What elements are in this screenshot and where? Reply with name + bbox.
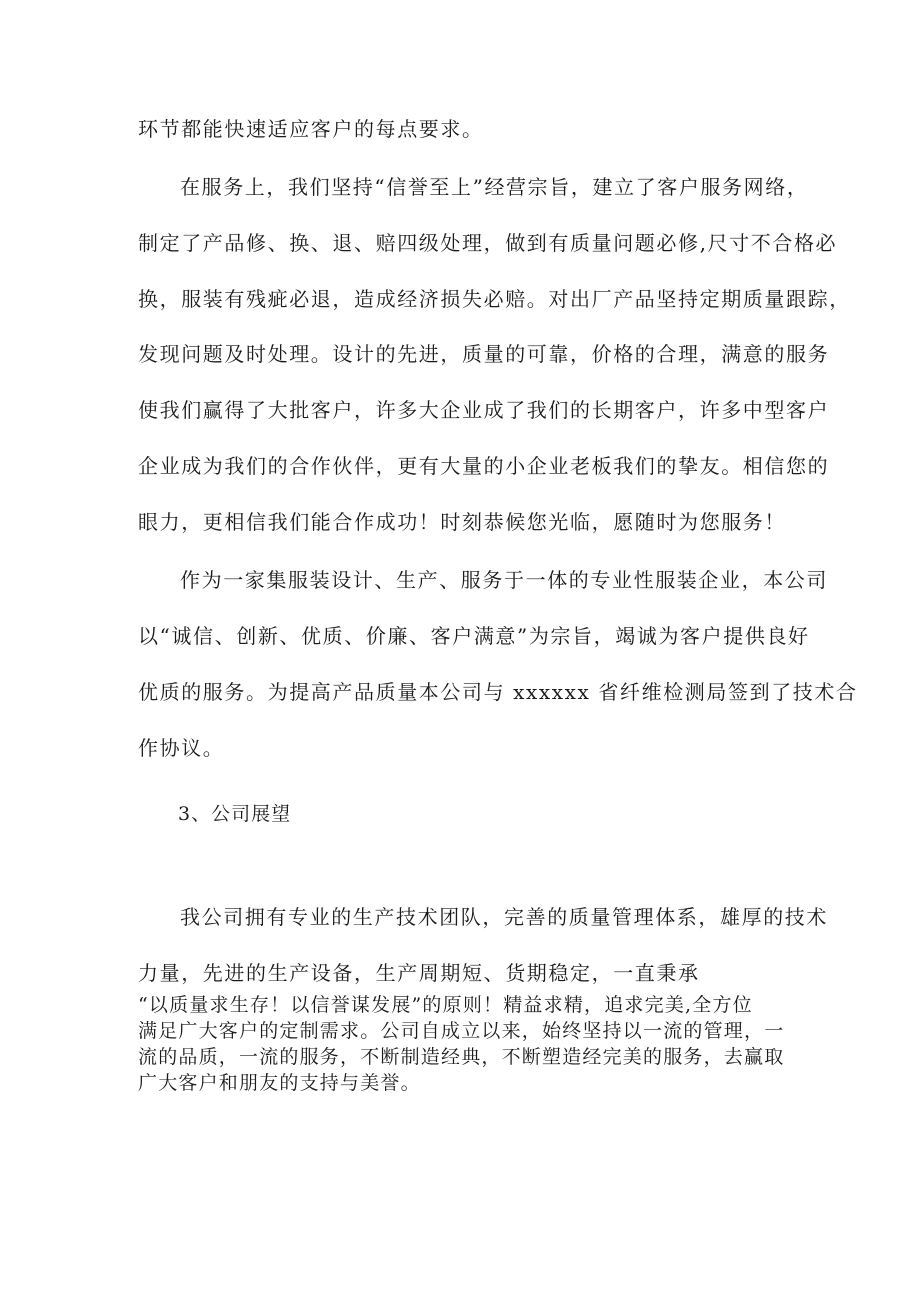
paragraph-3-line-2: 以“诚信、创新、优质、价廉、客户满意”为宗旨，竭诚为客户提供良好 (138, 624, 810, 648)
paragraph-3-line-4: 作协议。 (138, 736, 225, 760)
paragraph-2-line-5: 使我们赢得了大批客户，许多大企业成了我们的长期客户，许多中型客户 (138, 398, 830, 422)
paragraph-4-line-5: 流的品质，一流的服务，不断制造经典，不断塑造经完美的服务，去赢取 (138, 1046, 785, 1068)
section-heading: 3、公司展望 (178, 803, 292, 825)
paragraph-2-line-4: 发现问题及时处理。设计的先进，质量的可靠，价格的合理，满意的服务 (138, 342, 830, 366)
paragraph-4-line-1: 我公司拥有专业的生产技术团队，完善的质量管理体系，雄厚的技术 (180, 905, 828, 929)
paragraph-2-line-7: 眼力，更相信我们能合作成功！时刻恭候您光临，愿随时为您服务！ (138, 510, 786, 534)
paragraph-4-line-2: 力量，先进的生产设备，生产周期短、货期稳定，一直秉承 (138, 961, 700, 985)
paragraph-2-line-2: 制定了产品修、换、退、赔四级处理，做到有质量问题必修,尺寸不合格必 (138, 231, 838, 255)
paragraph-2-line-3: 换，服装有残疵必退，造成经济损失必赔。对出厂产品坚持定期质量跟踪， (138, 287, 851, 311)
paragraph-2-line-1: 在服务上，我们坚持“信誉至上”经营宗旨，建立了客户服务网络， (180, 175, 809, 199)
paragraph-4-line-4: 满足广大客户的定制需求。公司自成立以来，始终坚持以一流的管理，一 (138, 1020, 785, 1042)
paragraph-2-line-6: 企业成为我们的合作伙伴，更有大量的小企业老板我们的挚友。相信您的 (138, 454, 830, 478)
paragraph-3-line-3: 优质的服务。为提高产品质量本公司与 xxxxxx 省纤维检测局签到了技术合 (138, 680, 858, 704)
paragraph-1-line-1: 环节都能快速适应客户的每点要求。 (138, 117, 484, 141)
paragraph-4-line-3: “以质量求生存！以信誉谋发展”的原则！精益求精，追求完美,全方位 (138, 994, 753, 1016)
paragraph-4-line-6: 广大客户和朋友的支持与美誉。 (138, 1072, 421, 1094)
paragraph-3-line-1: 作为一家集服装设计、生产、服务于一体的专业性服装企业，本公司 (180, 568, 828, 592)
